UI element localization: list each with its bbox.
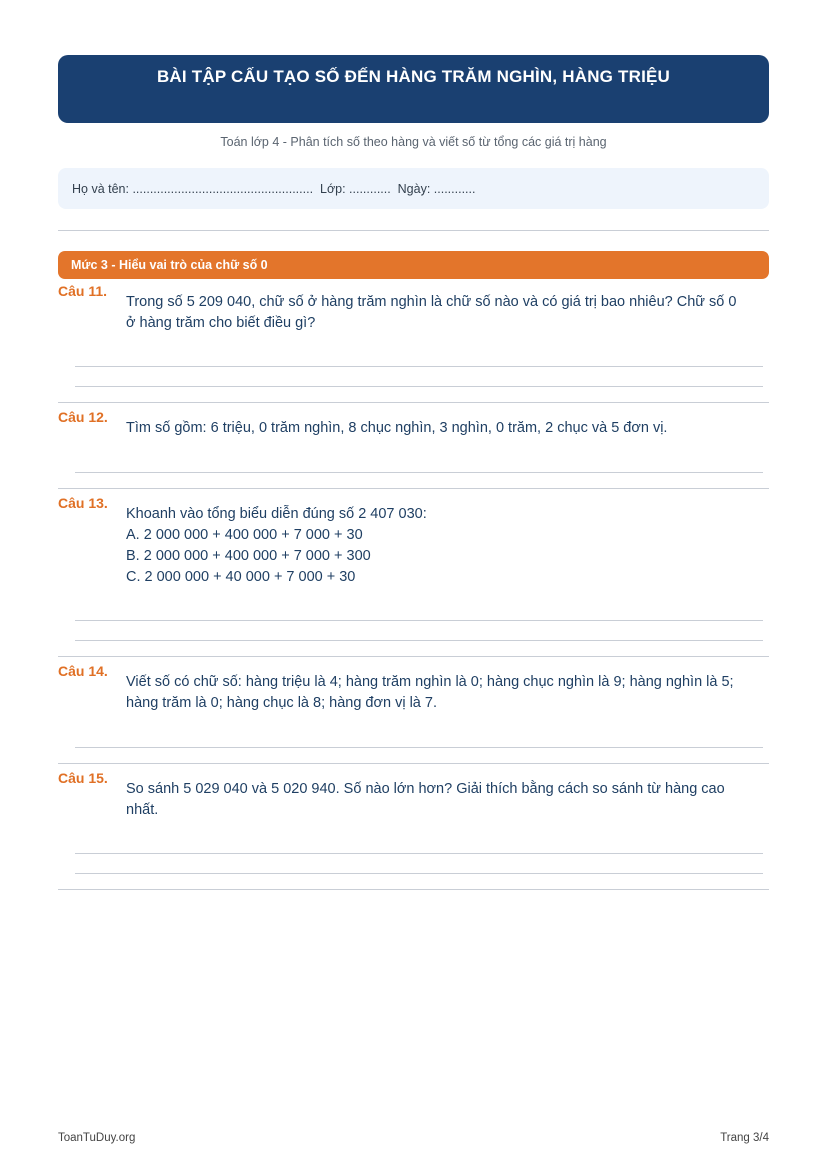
question-text — [126, 672, 771, 714]
student-info-box — [58, 168, 769, 209]
footer-site: ToanTuDuy.org — [58, 1132, 136, 1144]
answer-line[interactable] — [75, 366, 763, 367]
worksheet-subtitle: Toán lớp 4 - Phân tích số theo hàng và viết số từ tổng các giá trị hàng — [220, 135, 607, 149]
question-line: Tìm số gồm: 6 triệu, 0 trăm nghìn, 8 chục nghìn, 3 nghìn, 0 trăm, 2 chục và 5 đơn vị. — [126, 420, 668, 436]
choice-c[interactable]: C. 2 000 000 + 40 000 + 7 000 + 30 — [126, 569, 356, 585]
question-divider — [58, 656, 769, 657]
question-label: Câu 15. — [58, 770, 108, 786]
level-title: Mức 3 - Hiểu vai trò của chữ số 0 — [71, 258, 268, 272]
answer-line[interactable] — [75, 853, 763, 854]
question-text — [126, 779, 771, 821]
question-line: So sánh 5 029 040 và 5 020 940. Số nào lớn hơn? Giải thích bằng cách so sánh từ hàng cao — [126, 781, 725, 797]
question-divider — [58, 402, 769, 403]
question-line: Trong số 5 209 040, chữ số ở hàng trăm nghìn là chữ số nào và có giá trị bao nhiêu? Chữ số 0 — [126, 294, 737, 310]
question-text — [126, 418, 771, 439]
question-line: ở hàng trăm cho biết điều gì? — [126, 315, 316, 331]
answer-line[interactable] — [75, 620, 763, 621]
answer-line[interactable] — [75, 640, 763, 641]
choice-a[interactable]: A. 2 000 000 + 400 000 + 7 000 + 30 — [126, 527, 363, 543]
question-divider — [58, 763, 769, 764]
question-divider — [58, 488, 769, 489]
question-line: Khoanh vào tổng biểu diễn đúng số 2 407 030: — [126, 506, 427, 522]
section-divider — [58, 230, 769, 231]
footer-page-number: Trang 3/4 — [720, 1132, 769, 1144]
question-line: Viết số có chữ số: hàng triệu là 4; hàng trăm nghìn là 0; hàng chục nghìn là 9; hàng nghìn là 5; — [126, 674, 734, 690]
level-banner — [58, 251, 769, 279]
answer-line[interactable] — [75, 873, 763, 874]
question-label: Câu 12. — [58, 409, 108, 425]
choice-b[interactable]: B. 2 000 000 + 400 000 + 7 000 + 300 — [126, 548, 371, 564]
question-label: Câu 11. — [58, 283, 108, 299]
question-divider — [58, 889, 769, 890]
answer-line[interactable] — [75, 747, 763, 748]
worksheet-title: BÀI TẬP CẤU TẠO SỐ ĐẾN HÀNG TRĂM NGHÌN, HÀNG TRIỆU — [156, 67, 671, 86]
question-text — [126, 504, 771, 588]
question-line: nhất. — [126, 802, 159, 818]
question-line: hàng trăm là 0; hàng chục là 8; hàng đơn vị là 7. — [126, 695, 437, 711]
answer-line[interactable] — [75, 472, 763, 473]
answer-line[interactable] — [75, 386, 763, 387]
worksheet-header — [58, 55, 769, 123]
student-info-text: Họ và tên: .................................................... Lớp: ............ Ngày: ............ — [72, 182, 476, 196]
question-text — [126, 292, 771, 334]
question-label: Câu 14. — [58, 663, 108, 679]
question-label: Câu 13. — [58, 495, 108, 511]
